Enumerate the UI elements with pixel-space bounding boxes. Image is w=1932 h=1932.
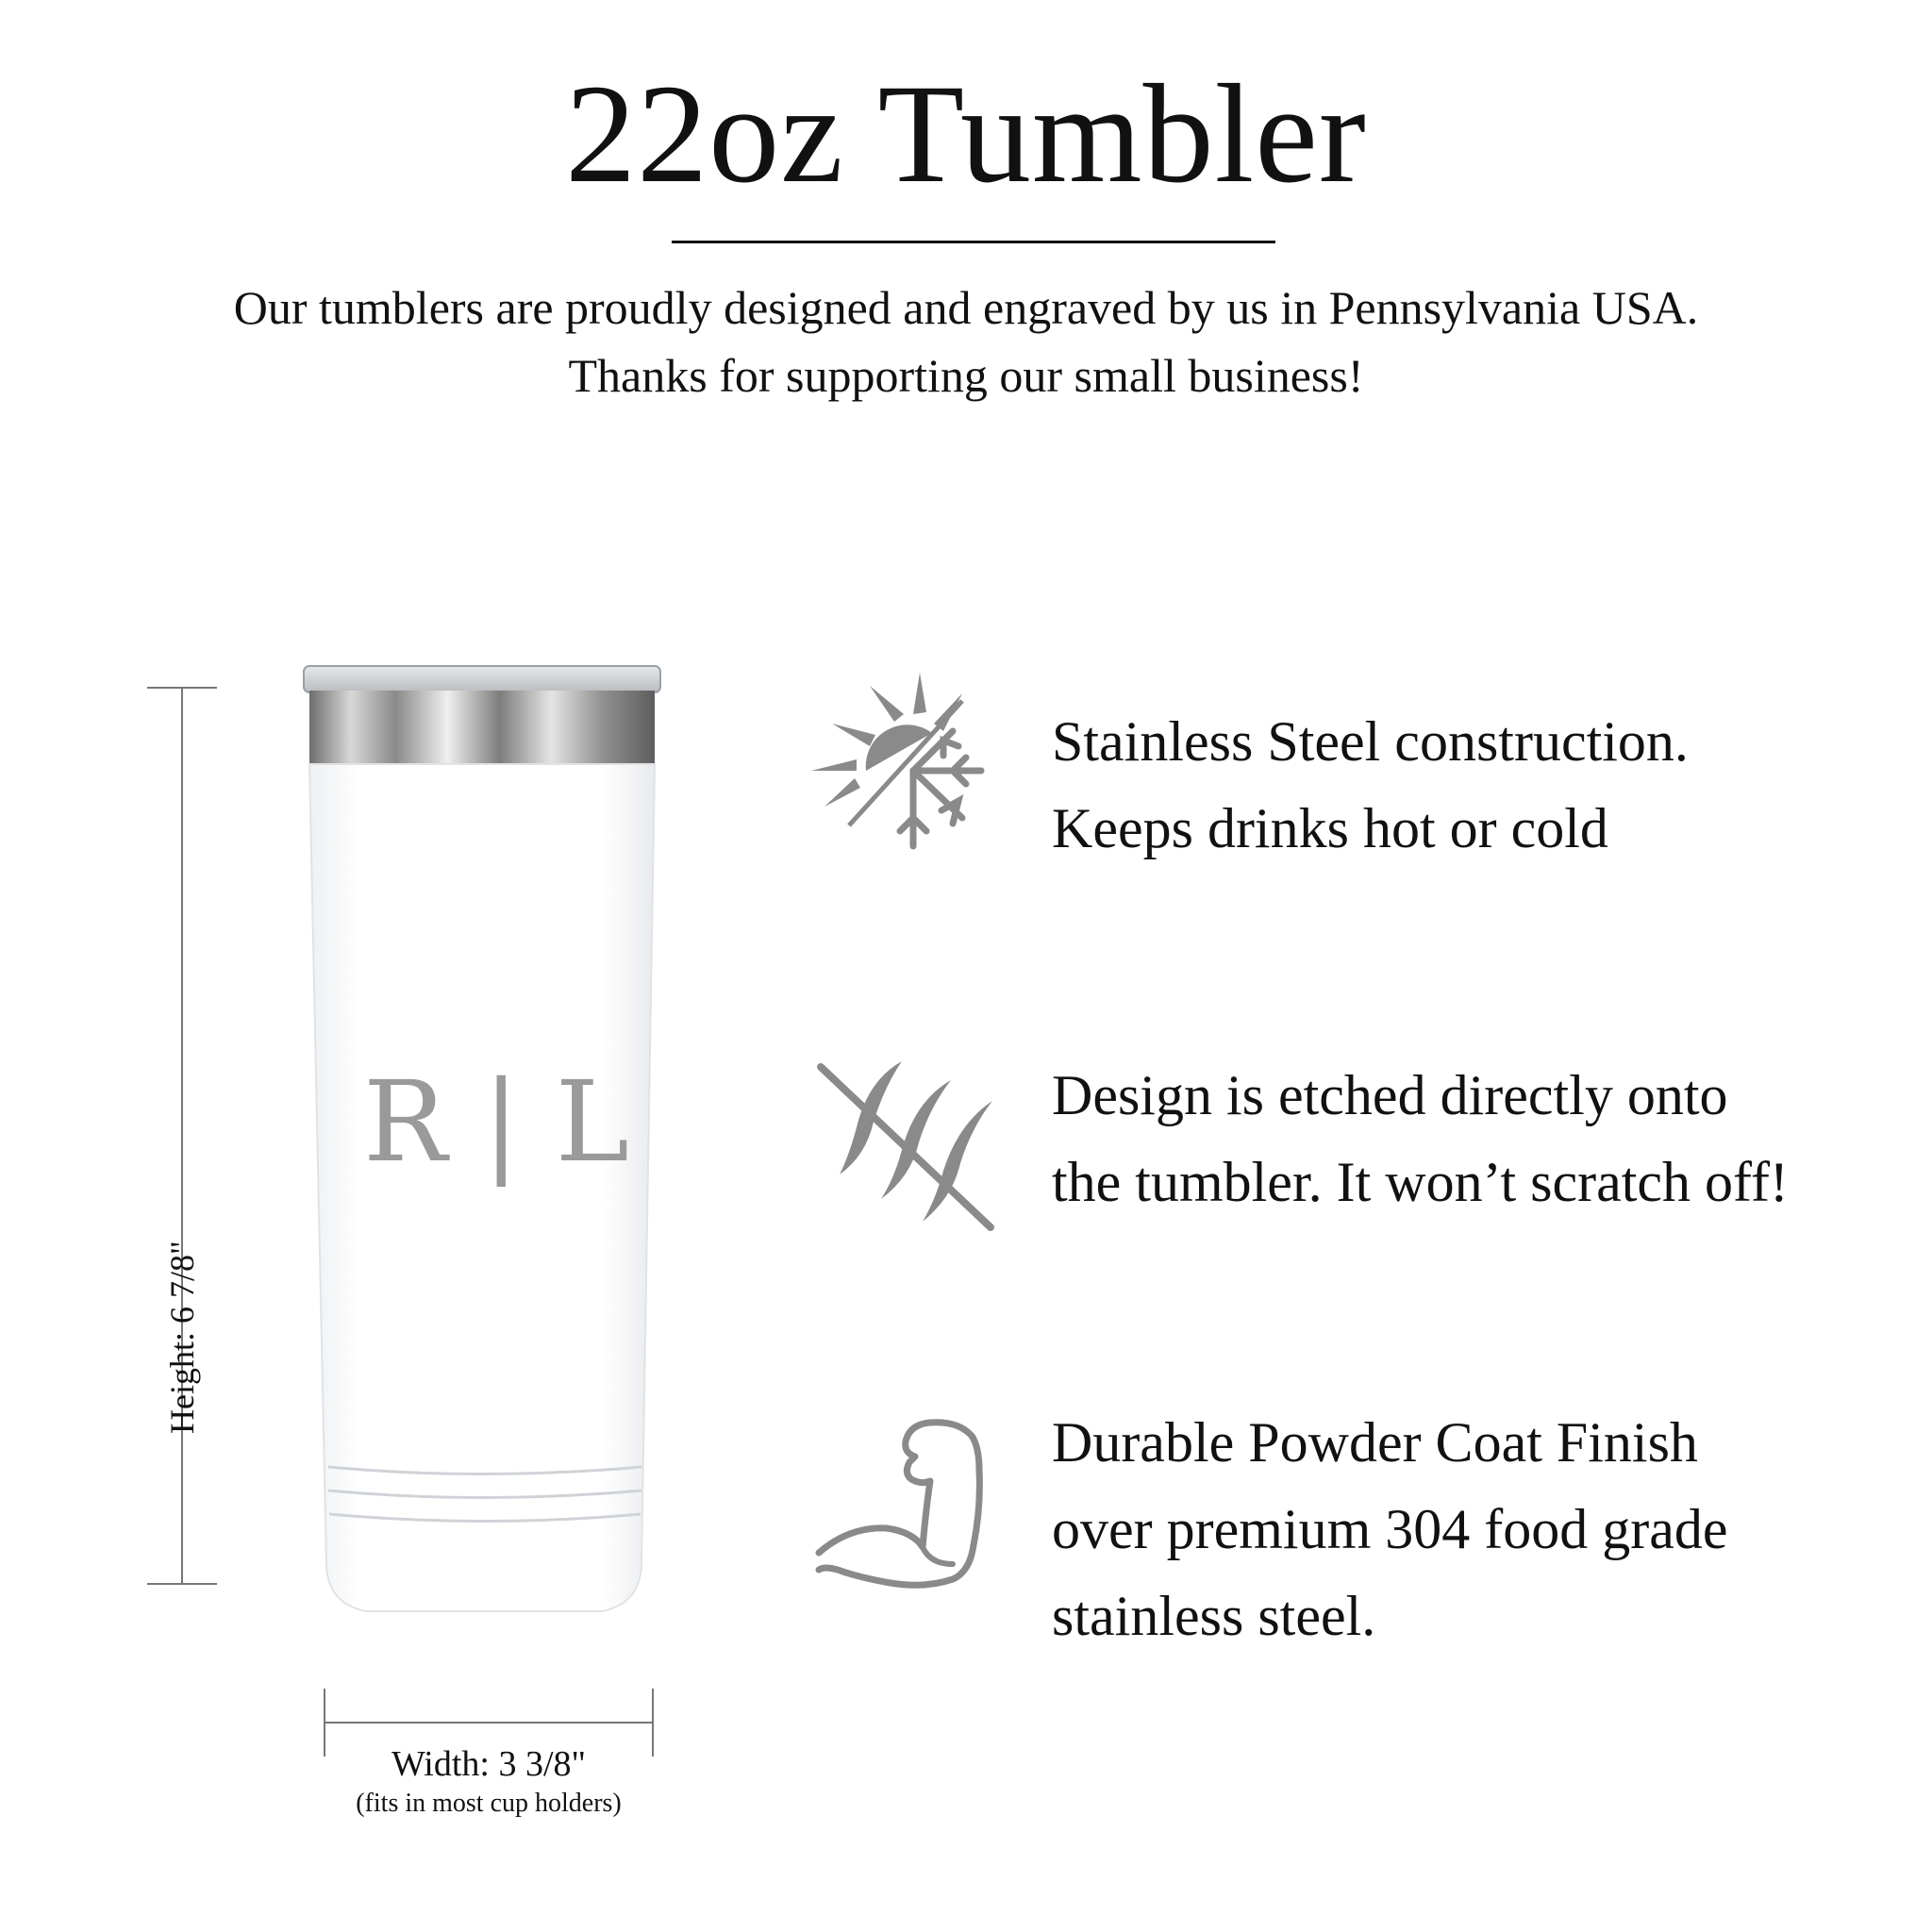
height-dimension-top-cap <box>147 687 217 689</box>
feature-line: Design is etched directly onto <box>1052 1064 1728 1126</box>
width-label: Width: 3 3/8" <box>391 1744 587 1784</box>
sun-snowflake-icon <box>811 665 1000 854</box>
page-title: 22oz Tumbler <box>565 56 1367 212</box>
width-note: (fits in most cup holders) <box>356 1789 622 1818</box>
feature-line: Durable Powder Coat Finish <box>1052 1411 1698 1474</box>
flexed-arm-icon <box>811 1404 1000 1592</box>
subtitle-line: Our tumblers are proudly designed and engraved by us in Pennsylvania USA. <box>233 281 1699 334</box>
height-dimension-line <box>181 687 183 1585</box>
height-label: Height: 6 7/8" <box>163 1241 201 1434</box>
title-divider <box>672 241 1275 243</box>
width-dimension-line <box>324 1722 654 1724</box>
feature-line: Stainless Steel construction. <box>1052 710 1689 773</box>
no-scratch-icon <box>811 1052 1000 1241</box>
feature-stainless-steel <box>1052 698 1901 872</box>
feature-line: Keeps drinks hot or cold <box>1052 797 1608 859</box>
feature-line: the tumbler. It won’t scratch off! <box>1052 1151 1789 1213</box>
subtitle <box>0 274 1932 409</box>
feature-powder-coat <box>1052 1399 1901 1659</box>
height-dimension-bottom-cap <box>147 1583 217 1585</box>
subtitle-line: Thanks for supporting our small business! <box>568 349 1364 402</box>
feature-line: stainless steel. <box>1052 1585 1376 1647</box>
feature-line: over premium 304 food grade <box>1052 1498 1728 1560</box>
tumbler-engraving: R | L <box>363 1057 629 1187</box>
feature-etched-design <box>1052 1052 1901 1225</box>
